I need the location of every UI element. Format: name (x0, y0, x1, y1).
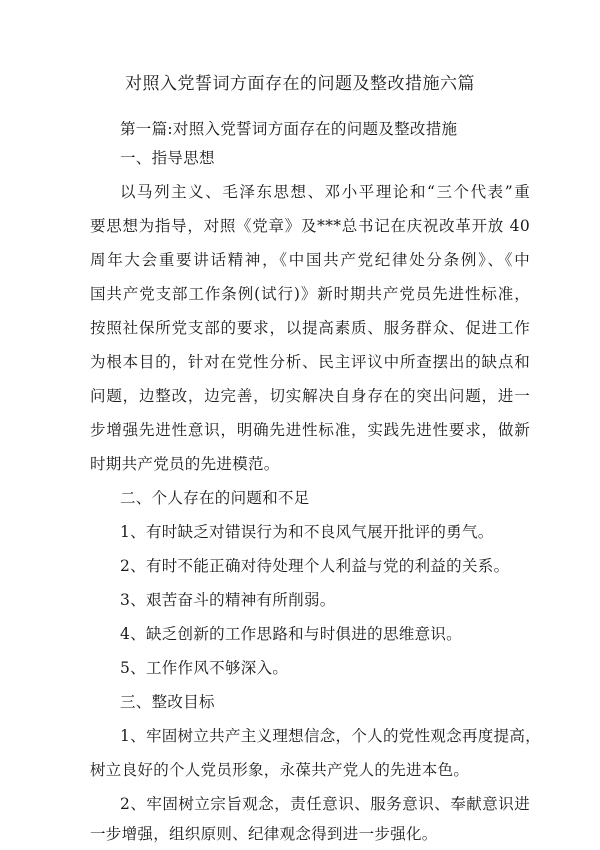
list-item: 5、工作作风不够深入。 (120, 659, 289, 677)
list-item-continuation: 树立良好的个人党员形象，永葆共产党人的先进本色。 (90, 761, 470, 779)
section-heading-guiding-ideology: 一、指导思想 (120, 149, 215, 167)
chapter-heading: 第一篇:对照入党誓词方面存在的问题及整改措施 (120, 120, 458, 138)
paragraph-line: 为根本目的，针对在党性分析、民主评议中所查摆出的缺点和 (90, 353, 530, 371)
list-item: 4、缺乏创新的工作思路和与时俱进的思维意识。 (120, 625, 462, 643)
list-item: 3、艰苦奋斗的精神有所削弱。 (120, 591, 336, 609)
section-heading-problems: 二、个人存在的问题和不足 (120, 489, 310, 507)
paragraph-line: 步增强先进性意识，明确先进性标准，实践先进性要求，做新 (90, 421, 530, 439)
paragraph-line: 时期共产党员的先进模范。 (90, 455, 280, 473)
paragraph-line: 周年大会重要讲话精神，《中国共产党纪律处分条例》、《中 (90, 251, 530, 269)
paragraph-line: 要思想为指导，对照《党章》及***总书记在庆祝改革开放 40 (90, 217, 530, 235)
paragraph-line: 以马列主义、毛泽东思想、邓小平理论和“三个代表”重 (120, 183, 530, 201)
list-item: 2、牢固树立宗旨观念，责任意识、服务意识、奉献意识进 (120, 795, 530, 813)
paragraph-line: 按照社保所党支部的要求，以提高素质、服务群众、促进工作 (90, 319, 530, 337)
list-item-continuation: 一步增强，组织原则、纪律观念得到进一步强化。 (90, 825, 438, 843)
list-item: 1、牢固树立共产主义理想信念，个人的党性观念再度提高， (120, 727, 541, 745)
document-title: 对照入党誓词方面存在的问题及整改措施六篇 (125, 74, 475, 94)
list-item: 2、有时不能正确对待处理个人利益与党的利益的关系。 (120, 557, 510, 575)
paragraph-line: 问题，边整改，边完善，切实解决自身存在的突出问题，进一 (90, 387, 530, 405)
section-heading-goals: 三、整改目标 (120, 693, 215, 711)
list-item: 1、有时缺乏对错误行为和不良风气展开批评的勇气。 (120, 523, 494, 541)
paragraph-line: 国共产党支部工作条例(试行)》新时期共产党员先进性标准， (90, 285, 530, 303)
